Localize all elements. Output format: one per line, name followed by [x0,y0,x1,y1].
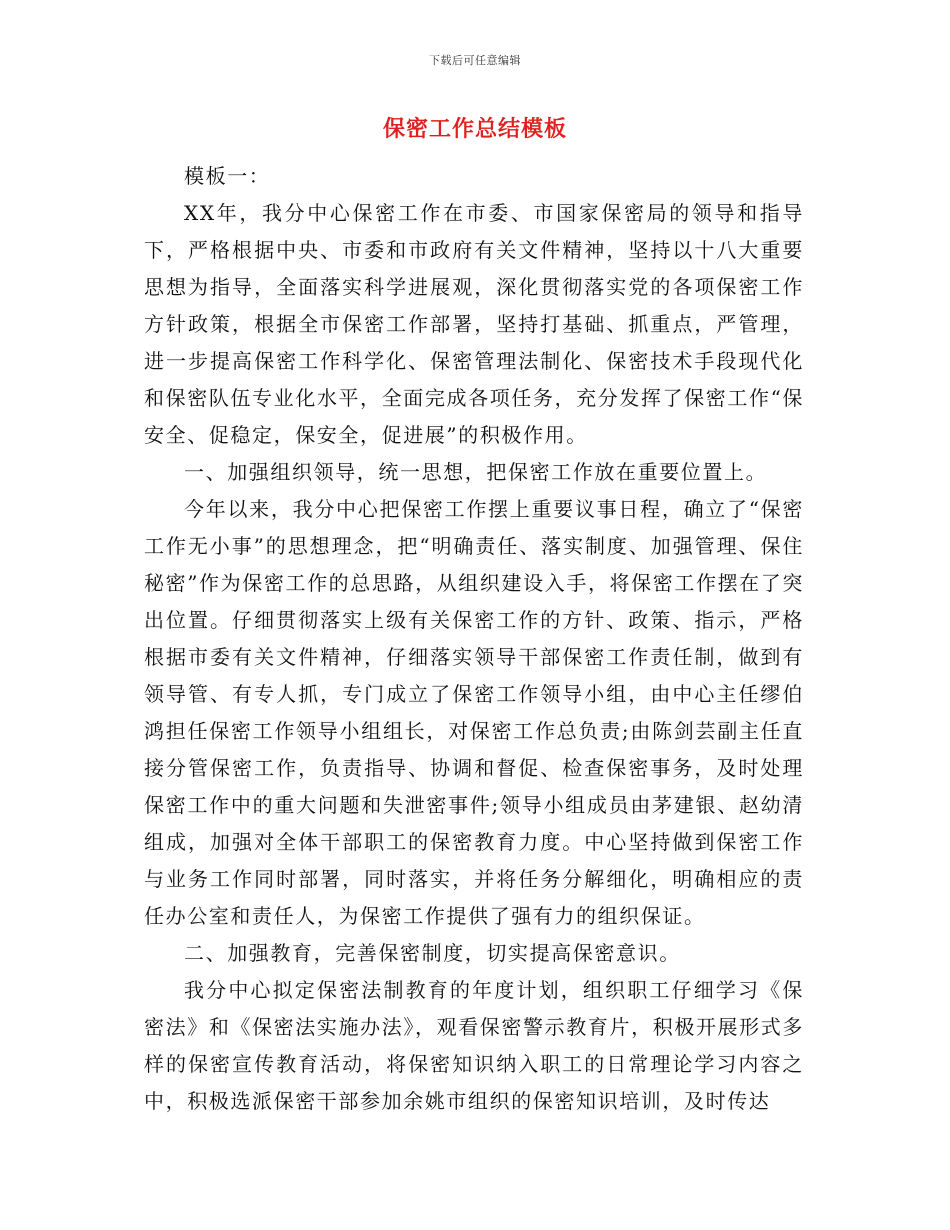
page-header-note: 下载后可任意编辑 [429,54,521,67]
paragraph-intro: XX年，我分中心保密工作在市委、市国家保密局的领导和指导下，严格根据中央、市委和市政府有关文件精神，坚持以十八大重要思想为指导，全面落实科学进展观，深化贯彻落实党的各项保密工作方针政策，根据全市保密工作部署，坚持打基础、抓重点，严管理，进一步提高保密工作科学化、保密管理法制化、保密技术手段现代化和保密队伍专业化水平，全面完成各项任务，充分发挥了保密工作“保安全、促稳定，保安全，促进展”的积极作用。 [144,201,804,447]
document-title: 保密工作总结模板 [382,116,567,142]
section-heading-1: 一、加强组织领导，统一思想，把保密工作放在重要位置上。 [184,460,768,484]
paragraph-template-label: 模板一： [184,164,271,188]
document-body [144,158,804,1120]
section-heading-2: 二、加强教育，完善保密制度，切实提高保密意识。 [184,941,681,965]
paragraph-section-1: 今年以来，我分中心把保密工作摆上重要议事日程，确立了“保密工作无小事”的思想理念，把“明确责任、落实制度、加强管理、保住秘密”作为保密工作的总思路，从组织建设入手，将保密工作摆在了突出位置。仔细贯彻落实上级有关保密工作的方针、政策、指示，严格根据市委有关文件精神，仔细落实领导干部保密工作责任制，做到有领导管、有专人抓，专门成立了保密工作领导小组，由中心主任缪伯鸿担任保密工作领导小组组长，对保密工作总负责;由陈剑芸副主任直接分管保密工作，负责指导、协调和督促、检查保密事务，及时处理保密工作中的重大问题和失泄密事件;领导小组成员由茅建银、赵幼清组成，加强对全体干部职工的保密教育力度。中心坚持做到保密工作与业务工作同时部署，同时落实，并将任务分解细化，明确相应的责任办公室和责任人，为保密工作提供了强有力的组织保证。 [144,497,804,928]
paragraph-section-2: 我分中心拟定保密法制教育的年度计划，组织职工仔细学习《保密法》和《保密法实施办法》，观看保密警示教育片，积极开展形式多样的保密宣传教育活动，将保密知识纳入职工的日常理论学习内容之中，积极选派保密干部参加余姚市组织的保密知识培训，及时传达 [144,978,804,1113]
